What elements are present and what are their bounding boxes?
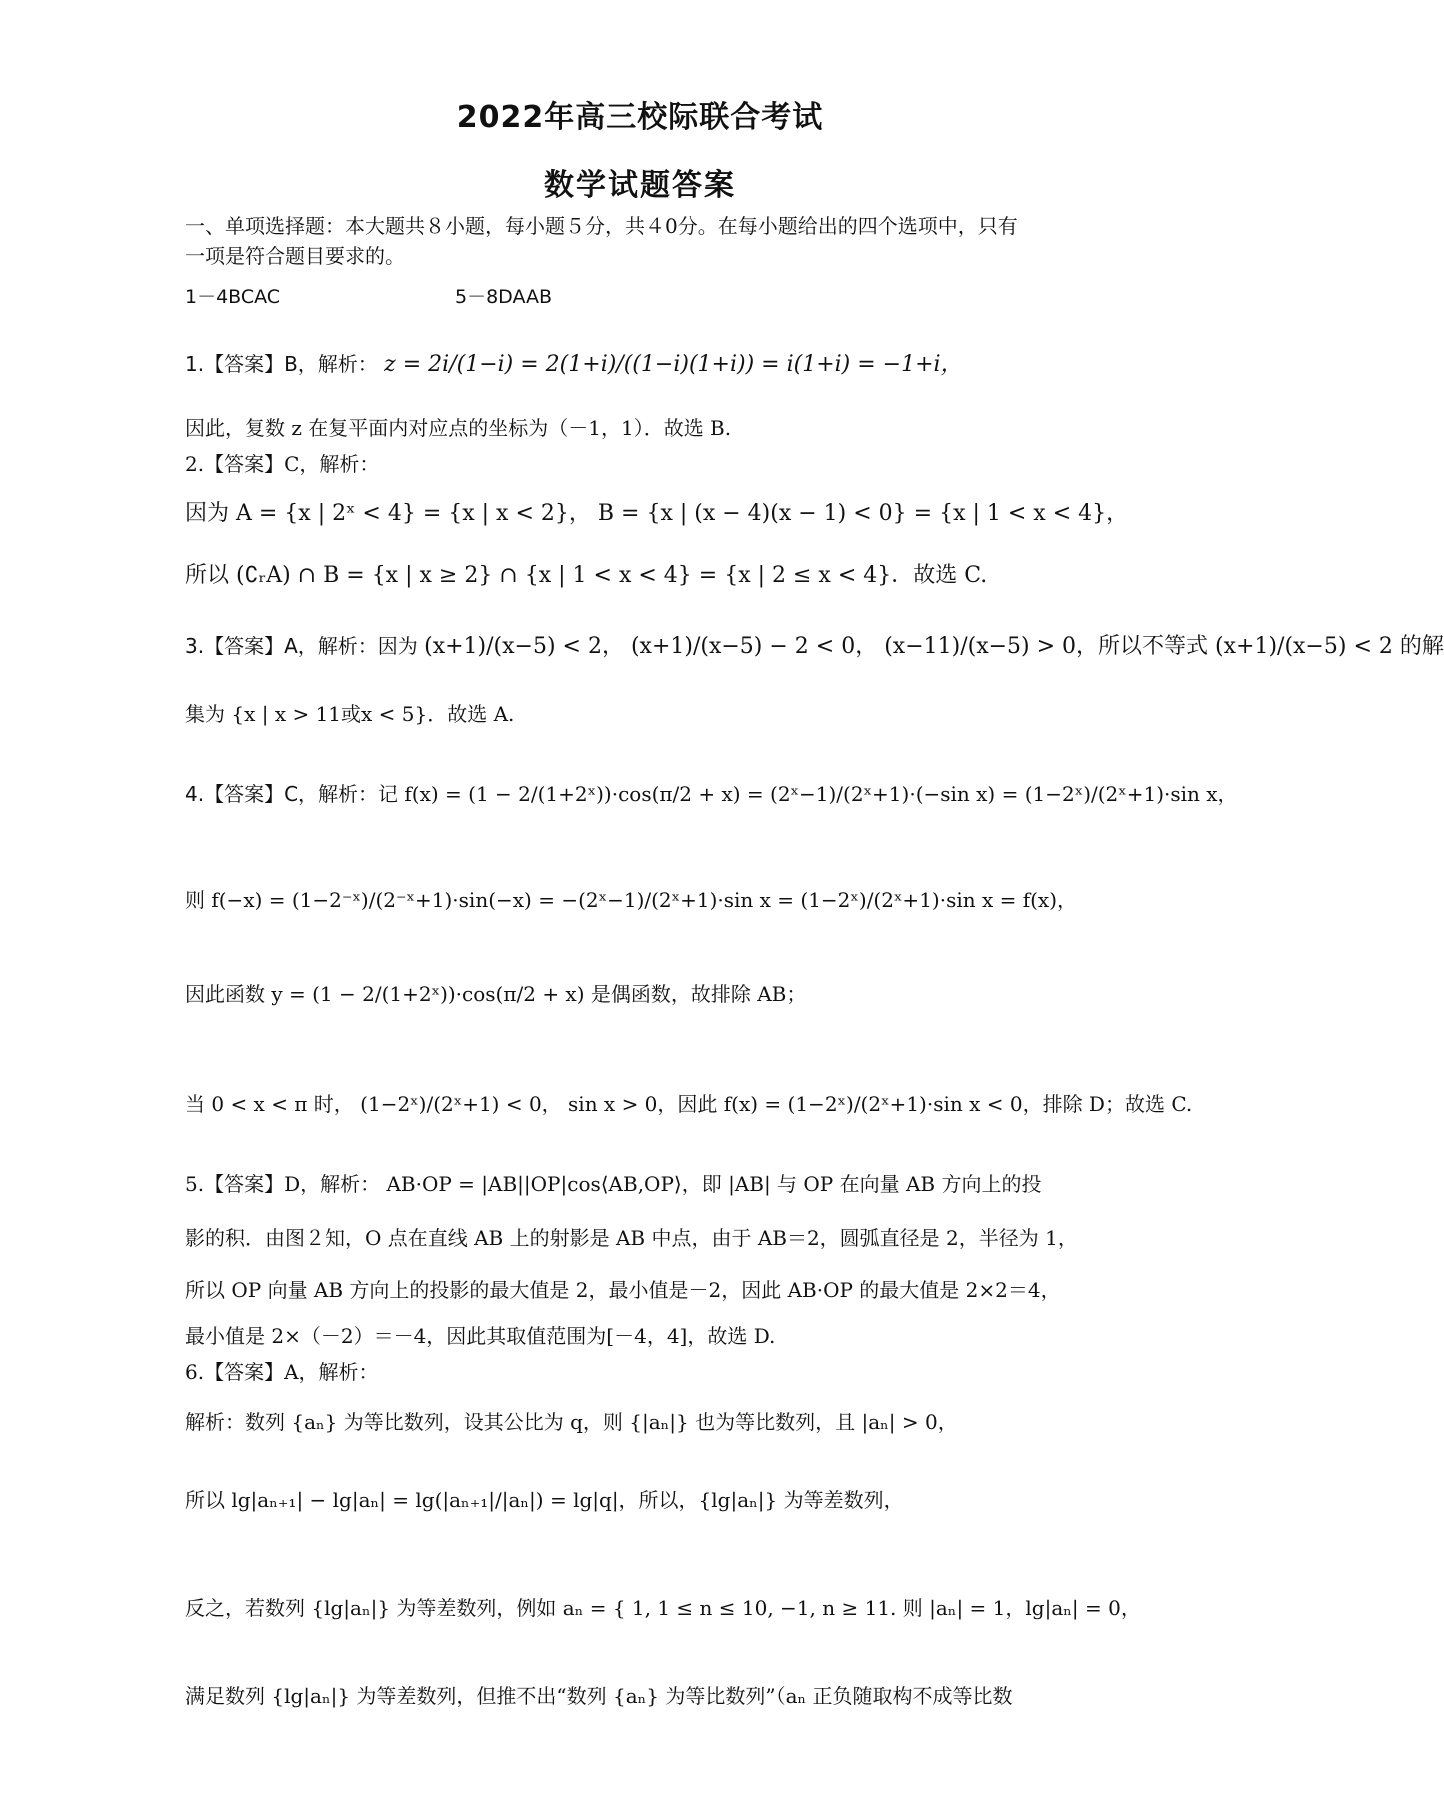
q1-block [185, 350, 1140, 379]
q1-conclusion: 因此，复数 z 在复平面内对应点的坐标为（－1，1）．故选 B. [185, 416, 732, 440]
page-subtitle: 数学试题答案 [544, 168, 736, 203]
section-intro-line2: 一项是符合题目要求的。 [185, 244, 405, 268]
q4-equation-2: 则 f(−x) = (1−2⁻ˣ)/(2⁻ˣ+1)·sin(−x) = −(2ˣ−1)/(2ˣ+1)·sin x = (1−2ˣ)/(2ˣ+1)·sin x = f(x)， [185, 888, 1078, 912]
q4-equation-3: 因此函数 y = (1 − 2/(1+2ˣ))·cos(π/2 + x) 是偶函数，故排除 AB； [185, 982, 807, 1006]
section-intro-line1: 一、单项选择题：本大题共８小题，每小题５分，共４0分。在每小题给出的四个选项中，只有 [185, 214, 1018, 238]
q5-line-1: 5.【答案】D，解析： AB·OP = |AB||OP|cos⟨AB,OP⟩，即 |AB| 与 OP 在向量 AB 方向上的投 [185, 1172, 1042, 1196]
q1-equation: z = 2i/(1−i) = 2(1+i)/((1−i)(1+i)) = i(1+i) = −1+i， [384, 352, 963, 377]
q6-line-4: 满足数列 {lg|aₙ|} 为等差数列，但推不出“数列 {aₙ} 为等比数列”（aₙ 正负随取构不成等比数 [185, 1684, 1013, 1708]
q4-block [185, 780, 1238, 808]
q2-label: 2.【答案】C，解析： [185, 452, 380, 476]
q3-equation: (x+1)/(x−5) < 2， (x+1)/(x−5) − 2 < 0， (x−11)/(x−5) > 0，所以不等式 (x+1)/(x−5) < 2 的解 [424, 634, 1444, 659]
q6-line-1: 解析：数列 {aₙ} 为等比数列，设其公比为 q，则 {|aₙ|} 也为等比数列，且 |aₙ| > 0， [185, 1410, 958, 1434]
q4-equation-1: f(x) = (1 − 2/(1+2ˣ))·cos(π/2 + x) = (2ˣ−1)/(2ˣ+1)·(−sin x) = (1−2ˣ)/(2ˣ+1)·sin x， [404, 782, 1238, 806]
q5-line-2: 影的积．由图２知，O 点在直线 AB 上的射影是 AB 中点，由于 AB＝2，圆弧直径是 2，半径为 1， [185, 1226, 1078, 1250]
answers-5-8: 5－8DAAB [455, 286, 553, 308]
q3-block [185, 632, 1444, 661]
q6-label: 6.【答案】A，解析： [185, 1360, 379, 1384]
page-title: 2022年高三校际联合考试 [456, 100, 824, 135]
q3-label: 3.【答案】A，解析：因为 [185, 634, 418, 658]
q2-equation-2: 所以 (∁ᵣA) ∩ B = {x | x ≥ 2} ∩ {x | 1 < x < 4} = {x | 2 ≤ x < 4}．故选 C. [185, 563, 988, 588]
q4-equation-4: 当 0 < x < π 时， (1−2ˣ)/(2ˣ+1) < 0， sin x > 0，因此 f(x) = (1−2ˣ)/(2ˣ+1)·sin x < 0，排除 D；故选 C. [185, 1092, 1193, 1116]
q3-conclusion: 集为 {x | x > 11或x < 5}．故选 A. [185, 702, 515, 726]
answers-1-4: 1－4BCAC [185, 286, 281, 308]
q5-line-3: 所以 OP 向量 AB 方向上的投影的最大值是 2，最小值是－2，因此 AB·OP 的最大值是 2×2＝4， [185, 1278, 1061, 1302]
q6-line-3: 反之，若数列 {lg|aₙ|} 为等差数列，例如 aₙ = { 1, 1 ≤ n ≤ 10, −1, n ≥ 11. 则 |aₙ| = 1，lg|aₙ| = 0， [185, 1596, 1141, 1620]
q4-label: 4.【答案】C，解析：记 [185, 782, 399, 806]
q6-line-2: 所以 lg|aₙ₊₁| − lg|aₙ| = lg(|aₙ₊₁|/|aₙ|) = lg|q|，所以，{lg|aₙ|} 为等差数列， [185, 1488, 904, 1512]
q5-line-4: 最小值是 2×（－2）＝－4，因此其取值范围为[－4，4]，故选 D. [185, 1324, 776, 1348]
q2-equation-1: 因为 A = {x | 2ˣ < 4} = {x | x < 2}， B = {x | (x − 4)(x − 1) < 0} = {x | 1 < x < 4}， [185, 501, 1129, 526]
q1-label: 1.【答案】B，解析： [185, 352, 378, 376]
